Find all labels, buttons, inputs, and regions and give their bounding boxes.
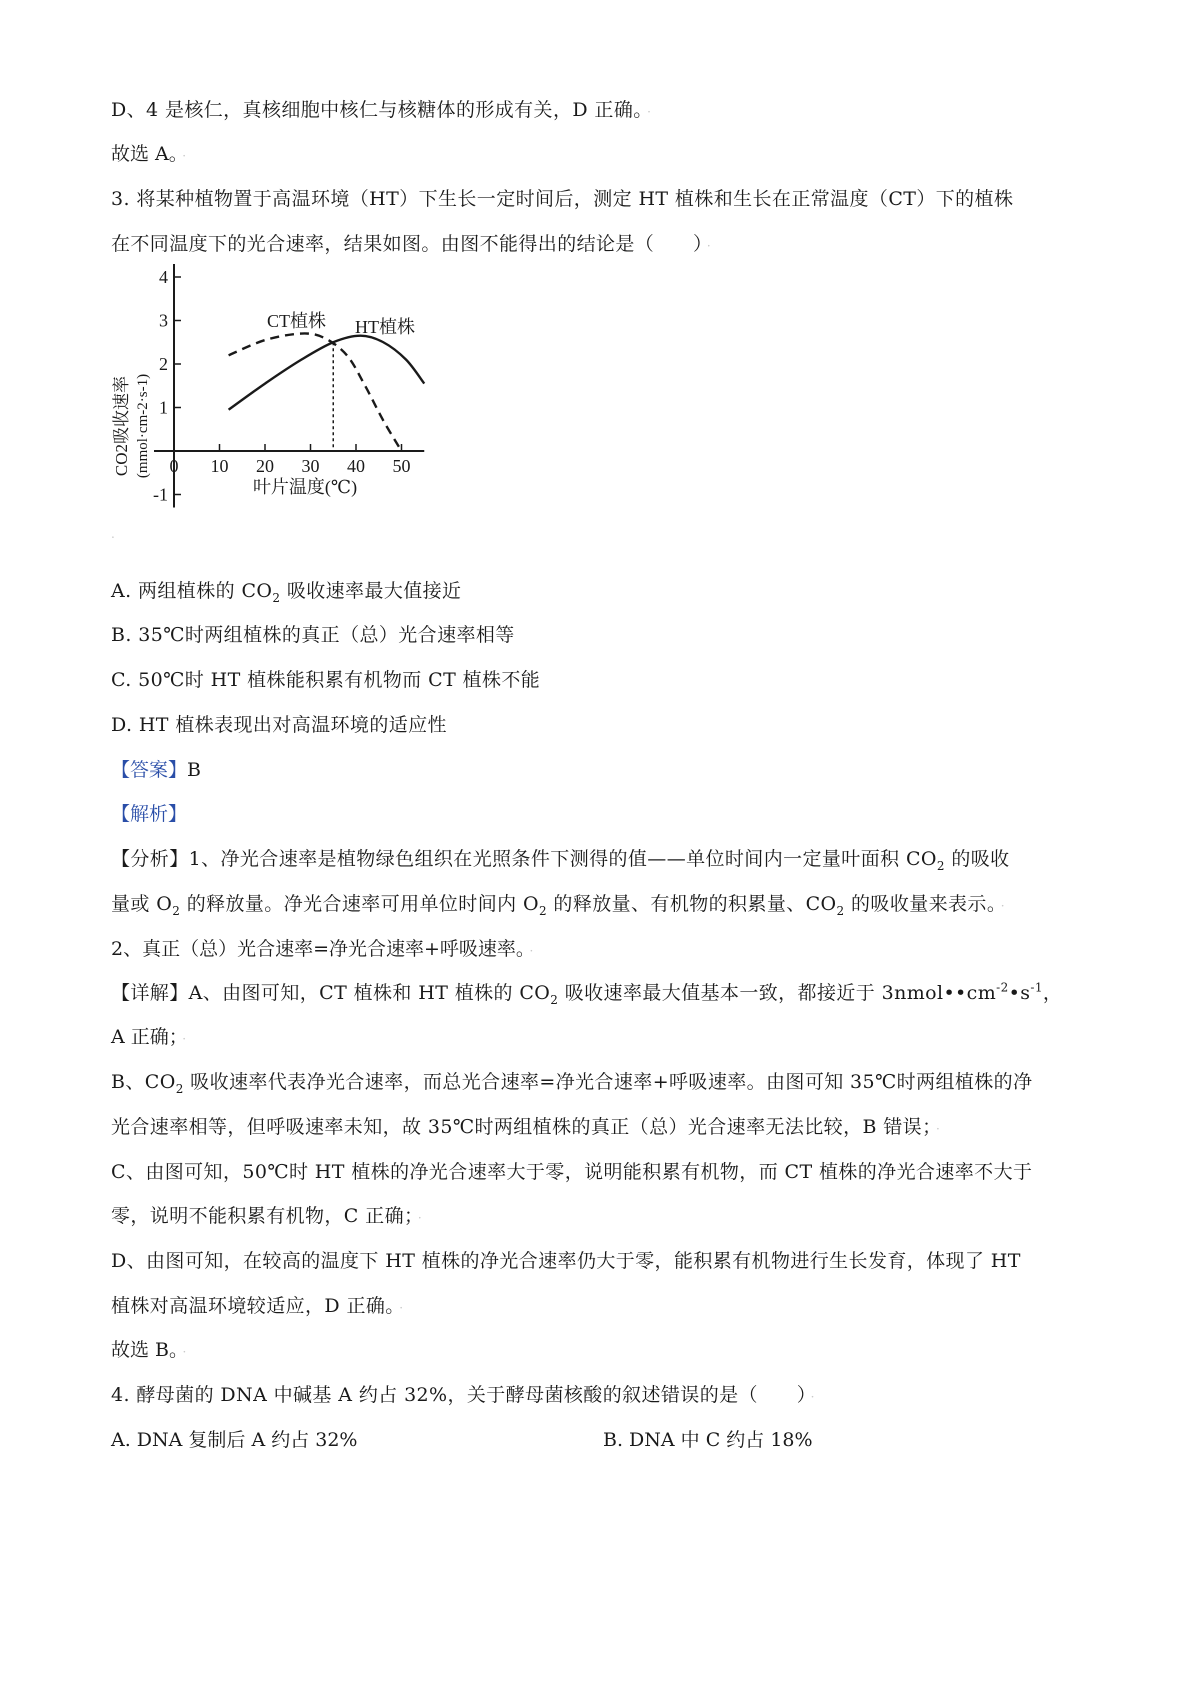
q3-option-b: B. 35℃时两组植株的真正（总）光合速率相等 — [111, 624, 515, 646]
y-tick-label: 3 — [159, 310, 168, 331]
legend-label-ht: HT植株 — [355, 317, 415, 337]
analysis-line3: 2、真正（总）光合速率=净光合速率+呼吸速率。 · — [111, 938, 534, 960]
x-axis-label: 叶片温度(℃) — [252, 477, 358, 497]
q3-option-d: D. HT 植株表现出对高温环境的适应性 — [111, 714, 447, 736]
q3-stem-line1: 3. 将某种植物置于高温环境（HT）下生长一定时间后，测定 HT 植株和生长在正常温度（CT）下的植株 — [111, 188, 1014, 210]
detail-d-line2: 植株对高温环境较适应，D 正确。 · — [111, 1295, 404, 1317]
x-tick-label: 0 — [169, 456, 179, 476]
detail-c-line1: C、由图可知，50℃时 HT 植株的净光合速率大于零，说明能积累有机物，而 CT 植株的净光合速率不大于 — [111, 1161, 1033, 1183]
q4-stem: 4. 酵母菌的 DNA 中碱基 A 约占 32%，关于酵母菌核酸的叙述错误的是（ ） · — [111, 1384, 815, 1406]
x-tick-label: 40 — [347, 456, 365, 476]
y-tick-label: 2 — [159, 354, 168, 374]
answer-value: B — [187, 759, 201, 781]
photosynthesis-rate-chart — [105, 267, 445, 540]
analysis-line2: 量或 $O_2$ 的释放量。净光合速率可用单位时间内 $O_2$ 的释放量、有机物的积累量、$CO_2$ 的吸收量来表示。 · — [111, 893, 1005, 918]
detail-a-line1: 【详解】A、由图可知，CT 植株和 HT 植株的 $CO_2$ 吸收速率最大值基本一致，都接近于 $3nmol••cm^{-2}•s^{-1}$， — [111, 980, 1063, 1007]
y-tick-label: -1 — [153, 484, 168, 505]
legend-label-ct: CT植株 — [267, 311, 327, 331]
x-tick-label: 20 — [256, 456, 274, 476]
q3-choice-line: 故选 B。 · — [111, 1339, 187, 1361]
q2-choice-line: 故选 A。 · — [111, 143, 187, 165]
q3-option-c: C. 50℃时 HT 植株能积累有机物而 CT 植株不能 — [111, 669, 541, 691]
answer-tag: 【答案】 — [111, 759, 188, 781]
q4-option-a: A. DNA 复制后 A 约占 32% — [111, 1429, 358, 1451]
q3-option-a: A. 两组植株的 $CO_2$ 吸收速率最大值接近 — [111, 580, 462, 605]
analysis-line1: 【分析】1、净光合速率是植物绿色组织在光照条件下测得的值——单位时间内一定量叶面积 $CO_2$ 的吸收 — [111, 848, 1010, 873]
y-tick-label: 4 — [159, 267, 168, 287]
q4-option-b: B. DNA 中 C 约占 18% — [603, 1429, 813, 1451]
detail-c-line2: 零，说明不能积累有机物，C 正确； · — [111, 1205, 423, 1227]
q2-option-d-explanation: D、4 是核仁，真核细胞中核仁与核糖体的形成有关，D 正确。 · — [111, 99, 652, 121]
q3-answer — [111, 758, 201, 782]
detail-b-line2: 光合速率相等，但呼吸速率未知，故 35℃时两组植株的真正（总）光合速率无法比较，B 错误； · — [111, 1116, 941, 1138]
detail-a-line2: A 正确； · — [111, 1026, 187, 1048]
detail-b-line1: B、$CO_2$ 吸收速率代表净光合速率，而总光合速率=净光合速率+呼吸速率。由图可知 35℃时两组植株的净 — [111, 1071, 1033, 1096]
y-axis-label-line2: (mmol·cm-2·s-1) — [135, 373, 151, 479]
ht-series-line — [229, 336, 425, 410]
x-tick-label: 30 — [301, 456, 320, 476]
chart-axes — [154, 264, 424, 508]
q3-analysis-heading: 【解析】 — [111, 803, 188, 825]
detail-d-line1: D、由图可知，在较高的温度下 HT 植株的净光合速率仍大于零，能积累有机物进行生长发育，体现了 HT — [111, 1250, 1021, 1272]
y-axis-label-line1: CO2吸收速率 — [112, 375, 131, 477]
y-tick-label: 1 — [159, 397, 168, 418]
x-tick-label: 10 — [210, 456, 229, 476]
x-tick-label: 50 — [392, 456, 411, 476]
q3-stem-line2: 在不同温度下的光合速率，结果如图。由图不能得出的结论是（ ） · — [111, 233, 712, 255]
